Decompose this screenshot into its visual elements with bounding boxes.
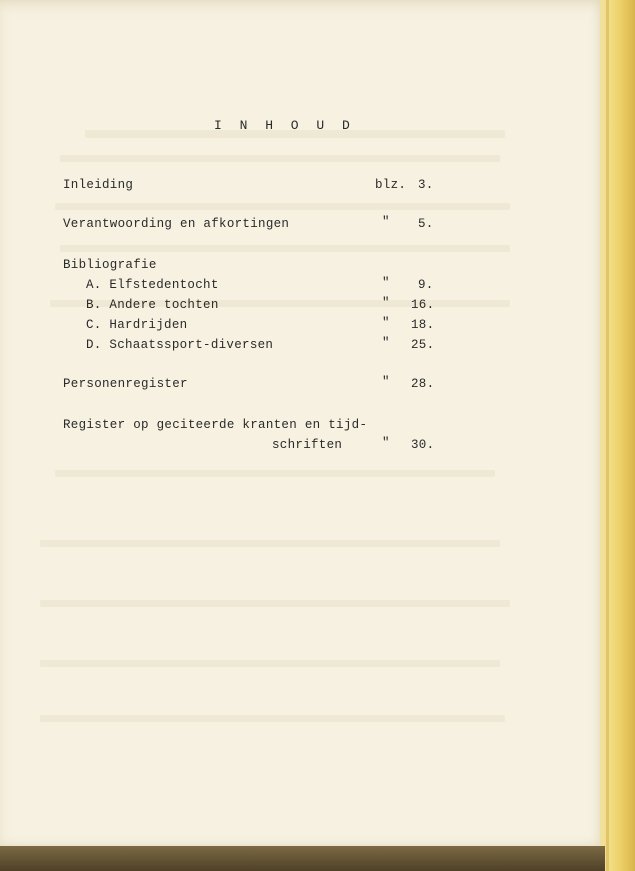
toc-entry-page: 25.: [411, 338, 435, 352]
toc-entry-label: Verantwoording en afkortingen: [63, 217, 290, 231]
toc-entry-label: Register op geciteerde kranten en tijd-: [63, 418, 368, 432]
bleed-through: [40, 660, 500, 667]
page-title: I N H O U D: [214, 118, 355, 133]
toc-entry-page: 16.: [411, 298, 435, 312]
toc-entry-page: 5.: [418, 217, 434, 231]
toc-entry-label: Inleiding: [63, 178, 134, 192]
page-shadow: [0, 846, 605, 871]
ditto-mark: ": [382, 436, 390, 450]
toc-entry-continuation: schriften: [272, 438, 343, 452]
ditto-mark: ": [382, 375, 390, 389]
bleed-through: [60, 155, 500, 162]
toc-entry-label: Personenregister: [63, 377, 188, 391]
ditto-mark: ": [382, 215, 390, 229]
ditto-mark: ": [382, 336, 390, 350]
toc-entry-page: 30.: [411, 438, 435, 452]
ditto-mark: ": [382, 316, 390, 330]
toc-entry-label: A. Elfstedentocht: [86, 278, 219, 292]
toc-entry-page: 18.: [411, 318, 435, 332]
toc-section-heading: Bibliografie: [63, 258, 157, 272]
toc-entry-page: 28.: [411, 377, 435, 391]
binding-spine: [600, 0, 635, 871]
bleed-through: [40, 600, 510, 607]
bleed-through: [60, 245, 510, 252]
bleed-through: [40, 715, 505, 722]
toc-entry-page: 3.: [418, 178, 434, 192]
toc-entry-page: 9.: [418, 278, 434, 292]
ditto-mark: ": [382, 276, 390, 290]
toc-entry-label: C. Hardrijden: [86, 318, 188, 332]
toc-entry-label: D. Schaatssport-diversen: [86, 338, 274, 352]
bleed-through: [40, 540, 500, 547]
ditto-mark: ": [382, 296, 390, 310]
toc-entry-label: B. Andere tochten: [86, 298, 219, 312]
page-prefix: blz.: [375, 178, 407, 192]
bleed-through: [55, 470, 495, 477]
bleed-through: [55, 203, 510, 210]
